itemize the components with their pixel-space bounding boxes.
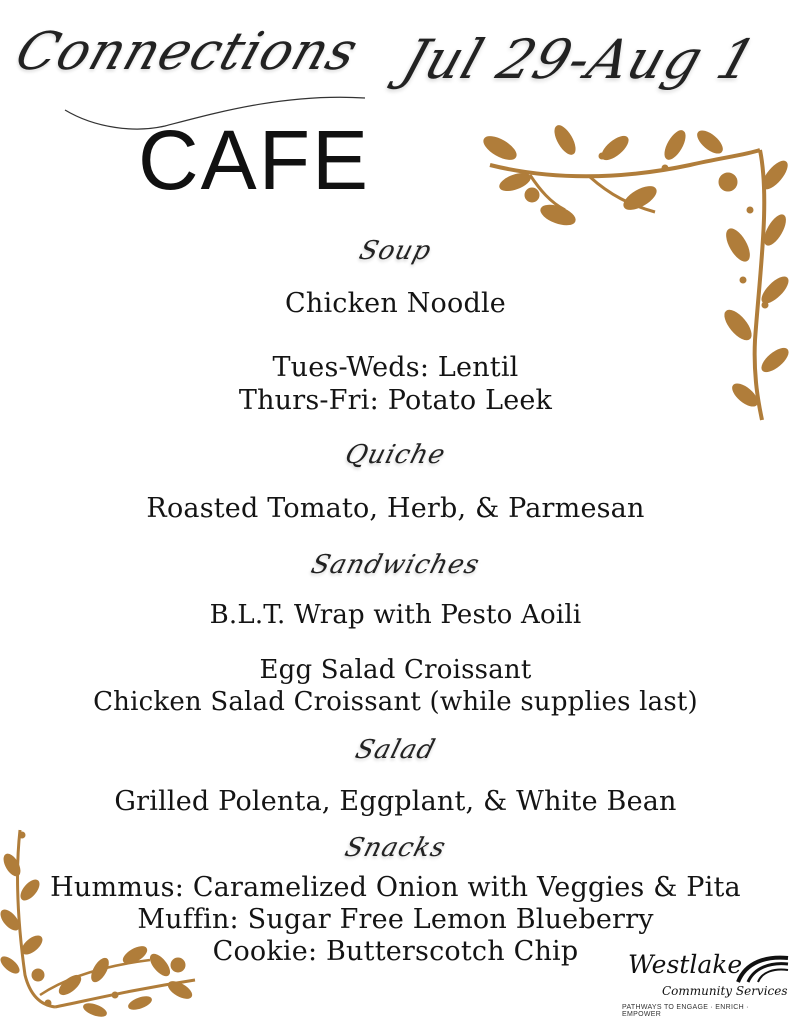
vine-branch-icon [470, 120, 791, 430]
section-heading-salad: Salad [352, 735, 439, 765]
logo-name: Westlake [628, 950, 743, 979]
menu-item: Muffin: Sugar Free Lemon Blueberry [137, 904, 654, 935]
menu-item: Chicken Salad Croissant (while supplies last) [93, 687, 698, 717]
section-heading-soup: Soup [356, 236, 435, 266]
westlake-logo [618, 948, 790, 1018]
section-heading-sandwiches: Sandwiches [307, 550, 484, 580]
menu-item: Tues-Weds: Lentil [272, 352, 519, 383]
menu-item: Hummus: Caramelized Onion with Veggies & Pita [50, 872, 741, 903]
title-connections: Connections [8, 22, 366, 82]
section-heading-snacks: Snacks [341, 833, 450, 863]
logo-road-icon [736, 954, 790, 984]
logo-tagline: PATHWAYS TO ENGAGE · ENRICH · EMPOWER [622, 1004, 749, 1018]
menu-item: Roasted Tomato, Herb, & Parmesan [146, 493, 645, 524]
menu-item: Chicken Noodle [285, 288, 506, 319]
menu-item: Egg Salad Croissant [259, 655, 532, 685]
logo-subtitle: Community Services [662, 984, 788, 998]
menu-item: Grilled Polenta, Eggplant, & White Bean [114, 786, 677, 817]
menu-item: Cookie: Butterscotch Chip [212, 936, 579, 967]
menu-dates: Jul 29-Aug 1 [394, 28, 765, 91]
title-cafe: CAFE [138, 113, 371, 207]
menu-item: Thurs-Fri: Potato Leek [238, 385, 553, 416]
section-heading-quiche: Quiche [341, 440, 450, 470]
menu-item: B.L.T. Wrap with Pesto Aoili [209, 600, 582, 630]
